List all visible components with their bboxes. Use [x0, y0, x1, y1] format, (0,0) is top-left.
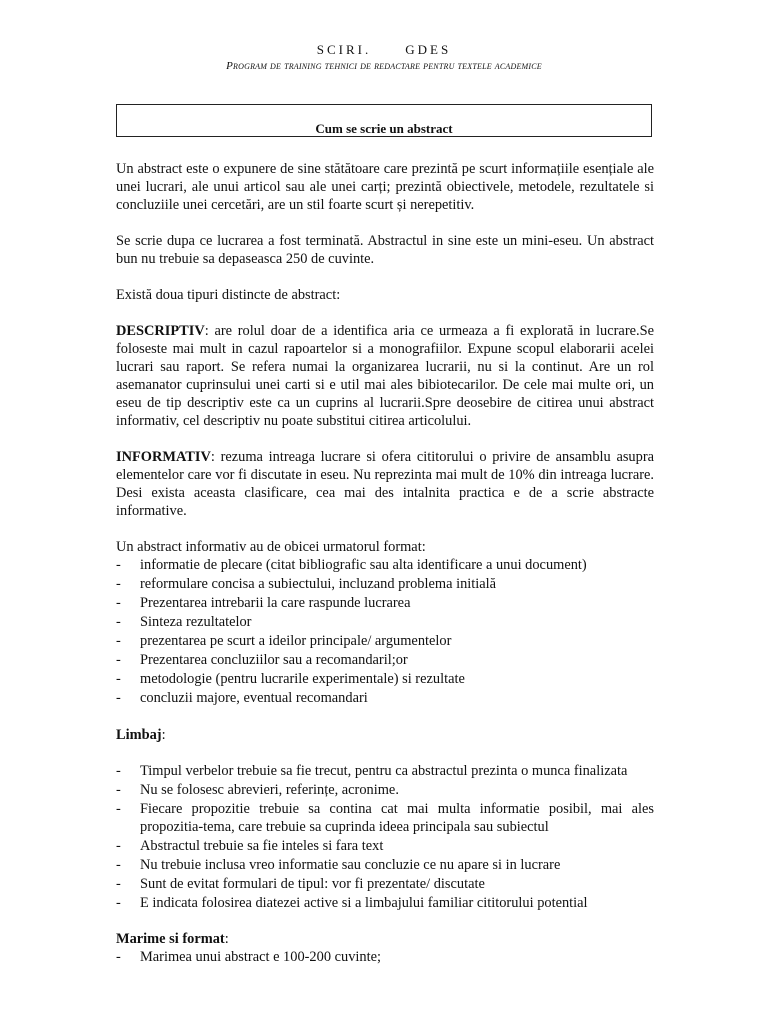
document-header: [0, 42, 768, 58]
list-item: - concluzii majore, eventual recomandari: [116, 689, 654, 708]
title-box: [116, 104, 652, 137]
descriptiv-text: : are rolul doar de a identifica aria ce urmeaza a fi explorată in lucrare.Se foloseste mai mult in cazul rapoartelor si a monografiilor. Expune scopul elaborarii acelei lucrari sau raport. Se refera numai la organizarea lucrarii, nu si la continut. Are un rol asemanator cuprinsului unei carti si e util mai ales bibiotecarilor. De cele mai multe ori, un eseu de tip descriptiv este ca un cuprins al lucrarii.Spre deosebire de citirea unui abstract informativ, cel descriptiv nu poate substitui citirea articolului.: [116, 323, 654, 429]
format-intro: Un abstract informativ au de obicei urmatorul format:: [116, 539, 426, 555]
descriptiv-label: DESCRIPTIV: [116, 323, 205, 339]
intro-paragraph: Un abstract este o expunere de sine stătătoare care prezintă pe scurt informațiile esențiale ale unei lucrari, ale unui articol sau ale unei carți; prezintă obiectivele, metodele, rezultatele si concluziile unei cercetări, are un stil foarte scurt și nerepetitiv.: [116, 161, 654, 213]
header-org-right: GDES: [405, 42, 452, 57]
list-item: - prezentarea pe scurt a ideilor principale/ argumentelor: [116, 632, 654, 651]
list-item: - Sinteza rezultatelor: [116, 613, 654, 632]
header-subtitle: Program de training tehnici de redactare pentru textele academice: [226, 60, 542, 72]
types-intro-paragraph: Există doua tipuri distincte de abstract:: [116, 287, 341, 303]
list-item: - metodologie (pentru lucrarile experimentale) si rezultate: [116, 670, 654, 689]
document-body: [116, 160, 654, 967]
limbaj-heading: [116, 726, 654, 744]
list-item: - Fiecare propozitie trebuie sa contina cat mai multa informatie posibil, mai ales propozitia-tema, care trebuie sa cuprinda ideea principala sau subiectul: [116, 800, 654, 836]
list-item: - E indicata folosirea diatezei active si a limbajului familiar cititorului potential: [116, 894, 654, 912]
format-list: [116, 556, 654, 708]
marime-heading: [116, 930, 654, 948]
list-item: - informatie de plecare (citat bibliografic sau alta identificare a unui document): [116, 556, 654, 575]
list-item: - Sunt de evitat formulari de tipul: vor fi prezentate/ discutate: [116, 875, 654, 893]
limbaj-list: [116, 762, 654, 912]
list-item: - Abstractul trebuie sa fie inteles si fara text: [116, 837, 654, 855]
header-org-left: SCIRI.: [316, 42, 372, 57]
informativ-paragraph: [116, 448, 654, 520]
limbaj-heading-colon: :: [161, 727, 166, 743]
list-item: - Nu trebuie inclusa vreo informatie sau concluzie ce nu apare si in lucrare: [116, 856, 654, 874]
list-item: - Nu se folosesc abrevieri, referințe, acronime.: [116, 781, 654, 799]
list-item: - Prezentarea intrebarii la care raspunde lucrarea: [116, 594, 654, 613]
marime-list: [116, 948, 654, 966]
list-item: - Marimea unui abstract e 100-200 cuvinte;: [116, 948, 654, 966]
marime-heading-colon: :: [224, 931, 229, 947]
informativ-label: INFORMATIV: [116, 449, 211, 465]
marime-heading-label: Marime si format: [116, 931, 225, 947]
page-title: Cum se scrie un abstract: [315, 121, 453, 136]
list-item: - Prezentarea concluziilor sau a recomandaril;or: [116, 651, 654, 670]
limbaj-heading-label: Limbaj: [116, 727, 162, 743]
descriptiv-paragraph: [116, 322, 654, 430]
informativ-text: : rezuma intreaga lucrare si ofera cititorului o privire de ansamblu asupra elementelor care vor fi discutate in eseu. Nu reprezinta mai mult de 10% din intreaga lucrare. Desi exista aceasta clasificare, cea mai des intalnita practica e de a scrie abstracte informative.: [116, 449, 654, 519]
written-after-paragraph: Se scrie dupa ce lucrarea a fost terminată. Abstractul in sine este un mini-eseu. Un abstract bun nu trebuie sa depaseasca 250 de cuvinte.: [116, 233, 654, 267]
list-item: - reformulare concisa a subiectului, incluzand problema initială: [116, 575, 654, 594]
list-item: - Timpul verbelor trebuie sa fie trecut, pentru ca abstractul prezinta o munca finalizata: [116, 762, 654, 780]
